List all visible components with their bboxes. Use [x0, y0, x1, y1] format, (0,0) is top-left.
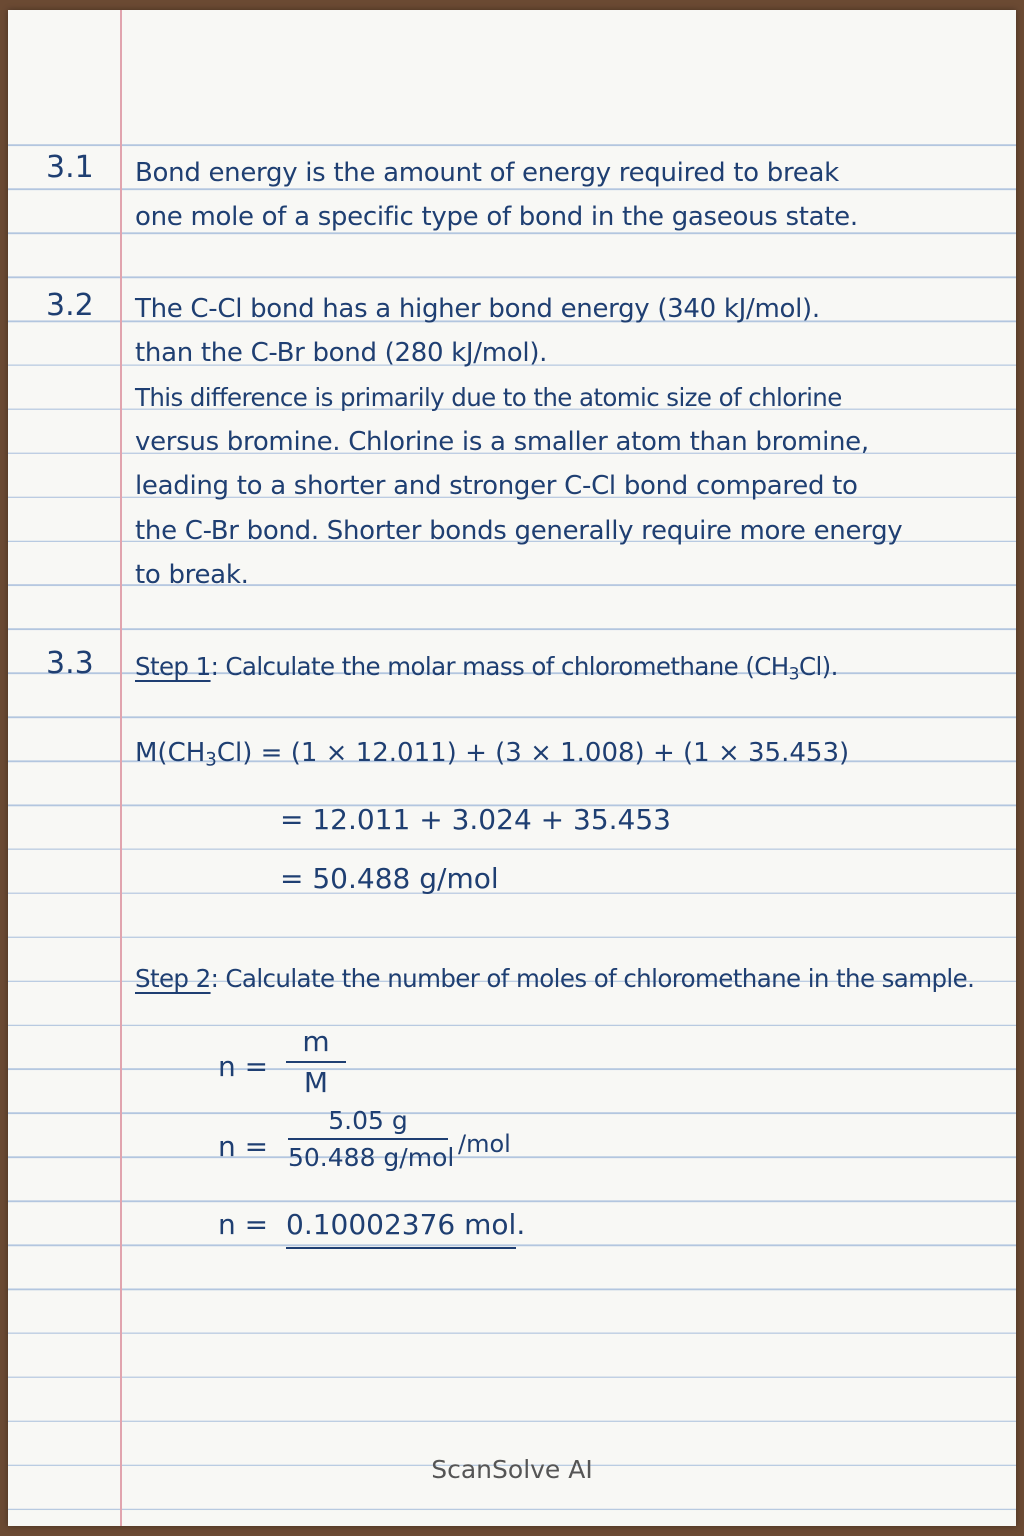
molar-mass-lhs-post: Cl) = (1 × 12.011) + (3 × 1.008) + (1 × 35.453) [216, 738, 850, 768]
section-number-3-3: 3.3 [46, 646, 94, 681]
step-1-text-end: Cl). [798, 652, 838, 681]
margin-line [120, 10, 122, 1526]
answer-3-2-line-1: The C-Cl bond has a higher bond energy (340 kJ/mol). [135, 294, 820, 324]
moles-formula-fraction [286, 1025, 346, 1099]
answer-3-2-line-5: leading to a shorter and stronger C-Cl bond compared to [135, 471, 858, 501]
step-2-label: Step 2 [135, 964, 211, 993]
moles-formula-denominator: M [303, 1066, 329, 1099]
answer-3-1-line-2: one mole of a specific type of bond in the gaseous state. [135, 202, 858, 232]
fraction-bar [286, 1061, 346, 1063]
moles-substitution-lhs: n = [218, 1130, 269, 1163]
moles-substitution-numerator: 5.05 g [328, 1106, 408, 1135]
moles-formula-numerator: m [302, 1025, 330, 1058]
moles-result-value [286, 1208, 525, 1241]
section-number-3-1: 3.1 [46, 150, 94, 185]
step-2-text: : Calculate the number of moles of chloromethane in the sample. [210, 964, 975, 993]
molar-mass-result: = 50.488 g/mol [280, 862, 499, 895]
step-1-text: : Calculate the molar mass of chloromethane (CH [210, 652, 789, 681]
step-1-label: Step 1 [135, 652, 211, 681]
scansolve-watermark: ScanSolve AI [431, 1455, 593, 1484]
notebook-page [8, 10, 1016, 1526]
section-number-3-2: 3.2 [46, 288, 94, 323]
answer-3-2-line-2: than the C-Br bond (280 kJ/mol). [135, 338, 548, 368]
answer-3-2-line-4: versus bromine. Chlorine is a smaller atom than bromine, [135, 427, 869, 457]
moles-result-dot: . [516, 1208, 526, 1241]
answer-3-2-line-7: to break. [135, 560, 249, 590]
moles-substitution-suffix: /mol [458, 1130, 511, 1158]
moles-result-lhs: n = [218, 1208, 269, 1241]
step-1-heading [135, 652, 838, 684]
moles-substitution-denominator: 50.488 g/mol [288, 1143, 455, 1172]
answer-3-1-line-1: Bond energy is the amount of energy required to break [135, 158, 839, 188]
step-1-subscript: 3 [788, 664, 799, 685]
molar-mass-sum: = 12.011 + 3.024 + 35.453 [280, 803, 671, 836]
moles-formula-lhs: n = [218, 1050, 269, 1083]
moles-result-underlined: 0.10002376 mol [286, 1208, 516, 1249]
molar-mass-equation [135, 738, 849, 771]
answer-3-2-line-3: This difference is primarily due to the atomic size of chlorine [135, 383, 842, 412]
molar-mass-lhs-pre: M(CH [135, 738, 206, 768]
answer-3-2-line-6: the C-Br bond. Shorter bonds generally require more energy [135, 516, 903, 546]
step-2-heading [135, 964, 974, 993]
molar-mass-lhs-sub: 3 [205, 749, 217, 771]
fraction-bar [288, 1138, 448, 1140]
moles-substitution-fraction [288, 1106, 455, 1172]
page-header-area [8, 10, 1016, 140]
